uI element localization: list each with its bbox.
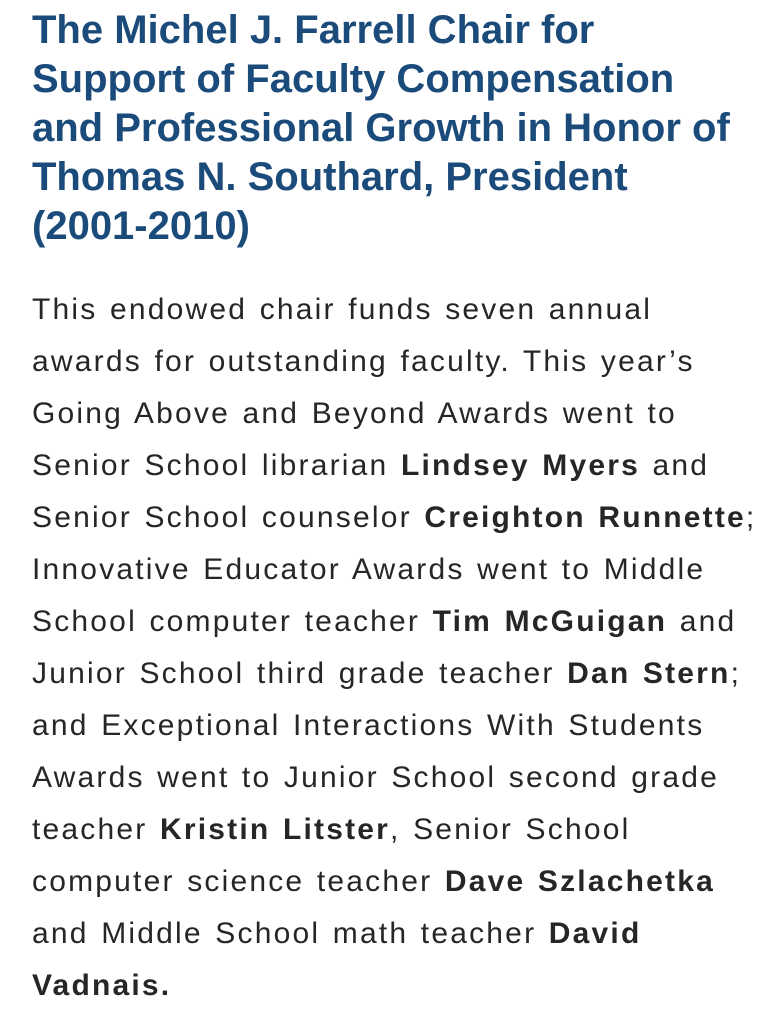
title-line: The Michel J. Farrell Chair for xyxy=(32,8,595,52)
award-recipient-name: Lindsey Myers xyxy=(400,449,640,482)
paragraph-line xyxy=(32,960,744,1012)
paragraph-line xyxy=(32,648,744,700)
paragraph-text: School computer teacher xyxy=(32,605,433,638)
paragraph-line xyxy=(32,492,757,544)
paragraph-text: and xyxy=(667,605,737,638)
paragraph-text: Senior School librarian xyxy=(32,449,401,482)
article-title xyxy=(32,6,744,251)
paragraph-line xyxy=(32,388,744,440)
award-recipient-name: Creighton Runnette xyxy=(424,501,746,534)
paragraph-line xyxy=(32,440,744,492)
title-line: and Professional Growth in Honor of xyxy=(32,106,730,150)
award-recipient-name: Kristin Litster xyxy=(160,813,391,846)
paragraph-text: computer science teacher xyxy=(32,865,445,898)
paragraph-text: awards for outstanding faculty. This year’s xyxy=(32,345,695,378)
paragraph-text: Innovative Educator Awards went to Middle xyxy=(32,553,706,586)
award-recipient-name: Tim McGuigan xyxy=(432,605,668,638)
paragraph-line xyxy=(32,752,744,804)
paragraph-text: , Senior School xyxy=(390,813,631,846)
award-recipient-name: David xyxy=(548,917,642,950)
paragraph-line xyxy=(32,908,744,960)
title-line: (2001-2010) xyxy=(32,204,250,248)
paragraph-line xyxy=(32,284,744,336)
paragraph-text: Junior School third grade teacher xyxy=(32,657,568,690)
paragraph-line xyxy=(32,544,744,596)
paragraph-text: Going Above and Beyond Awards went to xyxy=(32,397,677,430)
paragraph-text: and Middle School math teacher xyxy=(32,917,549,950)
article-paragraph xyxy=(32,284,757,1012)
paragraph-line xyxy=(32,700,744,752)
paragraph-line xyxy=(32,596,744,648)
award-recipient-name: Dan Stern xyxy=(567,657,731,690)
paragraph-text: ; xyxy=(745,501,757,534)
title-line: Thomas N. Southard, President xyxy=(32,155,628,199)
paragraph-text: Awards went to Junior School second grade xyxy=(32,761,719,794)
award-recipient-name: Dave Szlachetka xyxy=(444,865,715,898)
paragraph-line xyxy=(32,856,744,908)
paragraph-text: This endowed chair funds seven annual xyxy=(32,293,653,326)
paragraph-text: and xyxy=(640,449,710,482)
paragraph-text: Senior School counselor xyxy=(32,501,425,534)
award-recipient-name: Vadnais. xyxy=(32,969,172,1002)
paragraph-line xyxy=(32,804,744,856)
paragraph-line xyxy=(32,336,744,388)
paragraph-text: teacher xyxy=(32,813,160,846)
paragraph-text: and Exceptional Interactions With Students xyxy=(32,709,705,742)
paragraph-text: ; xyxy=(730,657,742,690)
title-line: Support of Faculty Compensation xyxy=(32,57,675,101)
